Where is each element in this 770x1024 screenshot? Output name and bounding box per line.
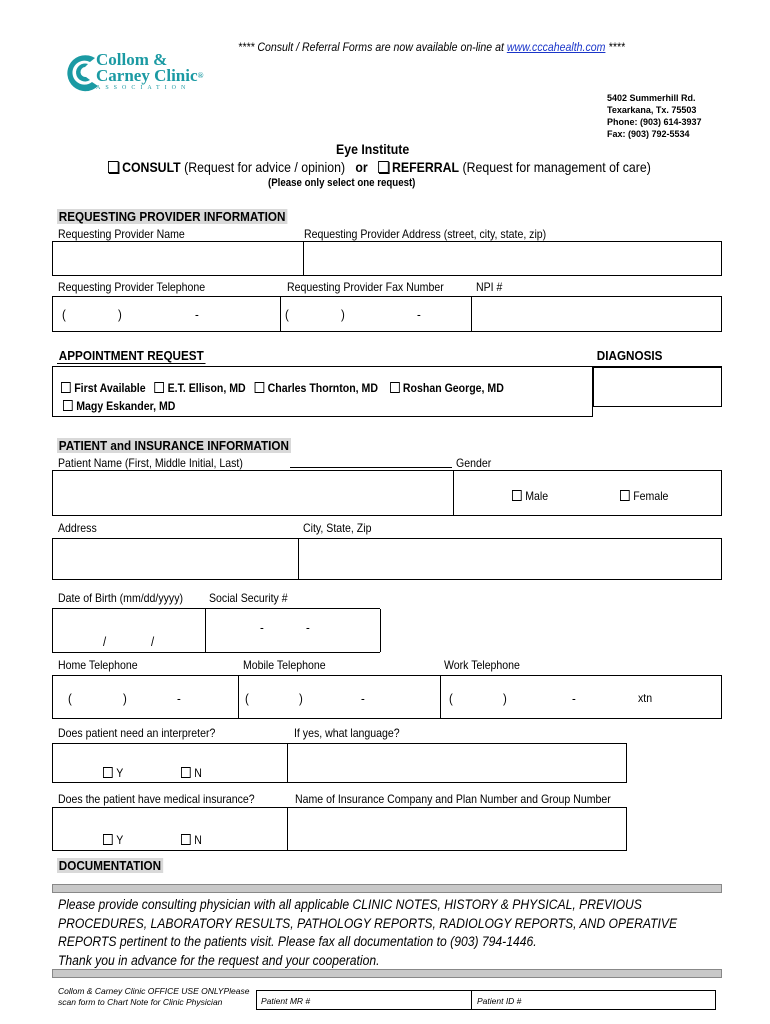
mobile-phone-dash: - <box>361 691 365 706</box>
insurance-yes-checkbox[interactable] <box>103 834 113 845</box>
address-street: 5402 Summerhill Rd. <box>607 93 696 103</box>
dob-slash-2: / <box>151 634 155 649</box>
insurance-yes <box>103 833 123 847</box>
interpreter-no-checkbox[interactable] <box>181 767 191 778</box>
patient-name-label: Patient Name (First, Middle Initial, Last) <box>58 456 243 470</box>
documentation-text <box>58 896 677 970</box>
clinic-address <box>607 92 702 140</box>
appointment-row1 <box>61 381 504 395</box>
george-checkbox[interactable] <box>390 382 400 393</box>
ellison-checkbox[interactable] <box>154 382 164 393</box>
documentation-line2: PROCEDURES, LABORATORY RESULTS, PATHOLOGY REPORTS, RADIOLOGY REPORTS, AND OPERATIVE <box>58 915 678 931</box>
gender-male <box>512 489 548 503</box>
logo-line2: Carney Clinic <box>96 66 198 85</box>
work-phone-open: ( <box>449 691 453 706</box>
thornton-checkbox[interactable] <box>254 382 264 393</box>
online-forms-notice <box>238 40 625 54</box>
diagnosis-field[interactable] <box>593 367 722 407</box>
mobile-phone-label: Mobile Telephone <box>243 658 326 672</box>
gender-female <box>620 489 668 503</box>
notice-suffix: **** <box>605 40 625 54</box>
request-type-row <box>108 159 651 175</box>
interpreter-no-label: N <box>194 766 202 780</box>
male-checkbox[interactable] <box>512 490 522 501</box>
eskander-checkbox[interactable] <box>63 400 73 411</box>
logo-line1: Collom & <box>96 50 168 69</box>
address-phone: Phone: (903) 614-3937 <box>607 117 702 127</box>
ssn-label: Social Security # <box>209 591 288 605</box>
address-city-field[interactable] <box>52 538 722 580</box>
referral-label: REFERRAL <box>392 159 460 175</box>
provider-phone-close: ) <box>118 307 122 322</box>
interpreter-yes-label: Y <box>116 766 124 780</box>
option-ellison: E.T. Ellison, MD <box>167 381 246 395</box>
provider-fax-close: ) <box>341 307 345 322</box>
diagnosis-heading: DIAGNOSIS <box>596 348 663 363</box>
interpreter-yes <box>103 766 123 780</box>
provider-fax-open: ( <box>285 307 289 322</box>
provider-name-label: Requesting Provider Name <box>58 227 185 241</box>
phone-numbers-field[interactable] <box>52 675 722 719</box>
documentation-top-bar <box>52 884 722 893</box>
mobile-phone-open: ( <box>245 691 249 706</box>
home-phone-open: ( <box>68 691 72 706</box>
clinic-logo <box>62 50 222 102</box>
provider-phone-label: Requesting Provider Telephone <box>58 280 206 294</box>
mobile-phone-close: ) <box>299 691 303 706</box>
documentation-line1: Please provide consulting physician with all applicable CLINIC NOTES, HISTORY & PHYSICAL, PREVIOUS <box>58 897 642 912</box>
referral-checkbox[interactable] <box>378 161 389 173</box>
consult-desc: (Request for advice / opinion) <box>184 159 346 175</box>
ssn-dash-1: - <box>260 620 264 635</box>
address-label: Address <box>58 521 97 535</box>
consult-checkbox[interactable] <box>108 161 119 173</box>
office-use-line1: Collom & Carney Clinic OFFICE USE ONLYPlease <box>58 986 250 996</box>
city-state-zip-label: City, State, Zip <box>303 521 372 535</box>
female-checkbox[interactable] <box>620 490 630 501</box>
requesting-provider-heading: REQUESTING PROVIDER INFORMATION <box>58 209 286 224</box>
work-phone-close: ) <box>503 691 507 706</box>
logo-sub: ASSOCIATION <box>96 85 191 91</box>
work-phone-dash: - <box>572 691 576 706</box>
option-thornton: Charles Thornton, MD <box>267 381 378 395</box>
office-use-line2: scan form to Chart Note for Clinic Physician <box>58 997 223 1007</box>
patient-id-label: Patient ID # <box>477 996 522 1006</box>
work-xtn: xtn <box>638 691 653 705</box>
first-available-checkbox[interactable] <box>61 382 71 393</box>
home-phone-label: Home Telephone <box>58 658 138 672</box>
select-one-note: (Please only select one request) <box>268 177 416 189</box>
home-phone-close: ) <box>123 691 127 706</box>
language-question: If yes, what language? <box>294 726 400 740</box>
appointment-heading: APPOINTMENT REQUEST <box>58 348 204 363</box>
provider-fax-dash: - <box>417 307 421 322</box>
appointment-options-box <box>52 367 593 417</box>
dob-slash-1: / <box>103 634 107 649</box>
provider-phone-dash: - <box>195 307 199 322</box>
address-city: Texarkana, Tx. 75503 <box>607 105 697 115</box>
provider-phone-fax-npi-field[interactable] <box>52 296 722 332</box>
or-label: or <box>355 159 368 175</box>
female-label: Female <box>633 489 669 503</box>
logo-reg: ® <box>197 71 204 80</box>
option-eskander: Magy Eskander, MD <box>76 399 176 413</box>
dob-ssn-field[interactable] <box>52 608 380 653</box>
provider-address-label: Requesting Provider Address (street, city, state, zip) <box>304 227 547 241</box>
insurance-no-label: N <box>194 833 202 847</box>
insurance-yes-label: Y <box>116 833 124 847</box>
dob-label: Date of Birth (mm/dd/yyyy) <box>58 591 183 605</box>
insurance-question: Does the patient have medical insurance? <box>58 792 255 806</box>
insurance-field[interactable] <box>52 807 627 851</box>
page-title: Eye Institute <box>336 141 410 157</box>
patient-heading: PATIENT and INSURANCE INFORMATION <box>58 438 289 453</box>
office-use-box[interactable] <box>256 990 716 1010</box>
referral-desc: (Request for management of care) <box>462 159 651 175</box>
interpreter-no <box>181 766 202 780</box>
provider-phone-open: ( <box>62 307 66 322</box>
insurance-name-label: Name of Insurance Company and Plan Number and Group Number <box>295 792 611 806</box>
patient-mr-label: Patient MR # <box>261 996 311 1006</box>
work-phone-label: Work Telephone <box>444 658 520 672</box>
interpreter-yes-checkbox[interactable] <box>103 767 113 778</box>
appointment-row2 <box>63 399 175 413</box>
option-first-available: First Available <box>74 381 146 395</box>
patient-name-gender-field[interactable] <box>52 470 722 516</box>
provider-name-address-field[interactable] <box>52 241 722 276</box>
documentation-bottom-bar <box>52 969 722 978</box>
documentation-line3: REPORTS pertinent to the patients visit. Please fax all documentation to (903) 794-1446. <box>58 934 537 949</box>
gender-label: Gender <box>456 456 492 470</box>
interpreter-field[interactable] <box>52 743 627 783</box>
website-link[interactable]: www.cccahealth.com <box>506 40 606 54</box>
documentation-line4: Thank you in advance for the request and your cooperation. <box>58 952 380 968</box>
option-george: Roshan George, MD <box>402 381 504 395</box>
provider-fax-label: Requesting Provider Fax Number <box>287 280 444 294</box>
interpreter-question: Does patient need an interpreter? <box>58 726 216 740</box>
male-label: Male <box>525 489 549 503</box>
insurance-no <box>181 833 202 847</box>
ssn-dash-2: - <box>306 620 310 635</box>
consult-label: CONSULT <box>122 159 181 175</box>
npi-label: NPI # <box>476 280 503 294</box>
notice-prefix: **** Consult / Referral Forms are now available on-line at <box>238 40 507 54</box>
office-use-note <box>58 986 249 1008</box>
address-fax: Fax: (903) 792-5534 <box>607 129 690 139</box>
home-phone-dash: - <box>177 691 181 706</box>
insurance-no-checkbox[interactable] <box>181 834 191 845</box>
documentation-heading: DOCUMENTATION <box>58 858 162 873</box>
